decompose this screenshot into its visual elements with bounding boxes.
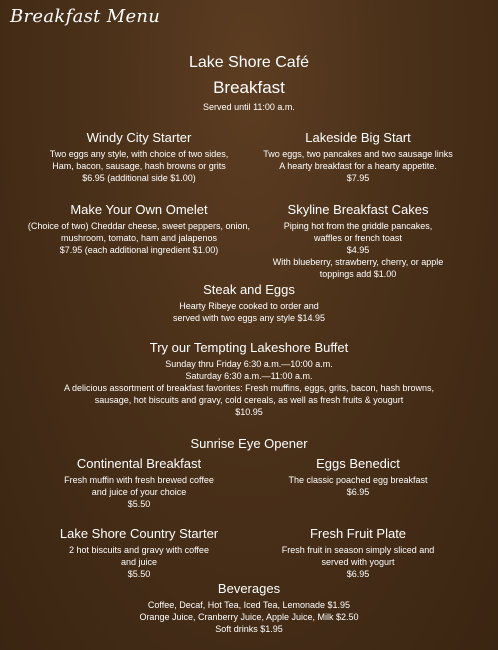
buffet-description	[0, 358, 498, 418]
steak-title: Steak and Eggs	[203, 282, 295, 297]
fruit-line: served with yogurt	[321, 557, 395, 567]
buffet-title: Try our Tempting Lakeshore Buffet	[149, 340, 349, 355]
served-until: Served until 11:00 a.m.	[203, 102, 295, 112]
windy-city-description	[24, 148, 254, 184]
omelet-title: Make Your Own Omelet	[70, 202, 208, 217]
omelet-line: (Choice of two) Cheddar cheese, sweet peppers, onion,	[27, 221, 251, 231]
steak-line: Hearty Ribeye cooked to order and	[179, 301, 319, 311]
sunrise-title: Sunrise Eye Opener	[190, 436, 308, 451]
buffet-line: sausage, hot biscuits and gravy, cold cereals, as well as fresh fruits & yougurt	[94, 395, 404, 405]
fruit-description	[258, 544, 458, 580]
buffet-line: Sunday thru Friday 6:30 a.m.—10:00 a.m.	[165, 359, 333, 369]
fruit-title: Fresh Fruit Plate	[309, 526, 407, 541]
benedict-line: The classic poached egg breakfast	[288, 475, 428, 485]
skyline-line: With blueberry, strawberry, cherry, or apple	[272, 257, 444, 267]
windy-city-line: $6.95 (additional side $1.00)	[82, 173, 196, 183]
continental-title: Continental Breakfast	[76, 456, 202, 471]
country-title: Lake Shore Country Starter	[59, 526, 219, 541]
benedict-line: $6.95	[346, 487, 370, 497]
beverages-line: Coffee, Decaf, Hot Tea, Iced Tea, Lemonade $1.95	[147, 600, 351, 610]
continental-line: Fresh muffin with fresh brewed coffee	[64, 475, 214, 485]
windy-city-line: Ham, bacon, sausage, hash browns or grits	[52, 161, 226, 171]
buffet-line: A delicious assortment of breakfast favorites: Fresh muffins, eggs, grits, bacon, hash browns,	[63, 383, 434, 393]
beverages-line: Soft drinks $1.95	[215, 624, 283, 634]
country-line: and juice	[120, 557, 158, 567]
country-line: $5.50	[127, 569, 151, 579]
beverages-title: Beverages	[217, 581, 281, 596]
meal-heading: Breakfast	[213, 78, 285, 97]
benedict-title: Eggs Benedict	[316, 456, 400, 471]
omelet-line: $7.95 (each additional ingredient $1.00)	[59, 245, 219, 255]
skyline-line: waffles or french toast	[314, 233, 402, 243]
lakeside-line: Two eggs, two pancakes and two sausage links	[263, 149, 453, 159]
lakeside-title: Lakeside Big Start	[305, 130, 411, 145]
buffet-line: $10.95	[235, 407, 263, 417]
country-line: 2 hot biscuits and gravy with coffee	[69, 545, 209, 555]
omelet-description	[24, 220, 254, 256]
continental-line: $5.50	[127, 499, 151, 509]
windy-city-title: Windy City Starter	[86, 130, 192, 145]
country-description	[24, 544, 254, 580]
lakeside-description	[258, 148, 458, 184]
beverages-line: Orange Juice, Cranberry Juice, Apple Juice, Milk $2.50	[139, 612, 359, 622]
omelet-line: mushroom, tomato, ham and jalapenos	[60, 233, 218, 243]
continental-description	[24, 474, 254, 510]
page-title: Breakfast Menu	[10, 6, 161, 27]
continental-line: and juice of your choice	[91, 487, 187, 497]
beverages-description	[0, 599, 498, 635]
skyline-line: Piping hot from the griddle pancakes,	[283, 221, 433, 231]
lakeside-line: $7.95	[346, 173, 370, 183]
steak-description	[0, 300, 498, 324]
steak-line: served with two eggs any style $14.95	[172, 313, 326, 323]
skyline-line: $4.95	[346, 245, 370, 255]
buffet-line: Saturday 6:30 a.m.—11:00 a.m.	[185, 371, 313, 381]
benedict-description	[258, 474, 458, 498]
fruit-line: Fresh fruit in season simply sliced and	[281, 545, 435, 555]
fruit-line: $6.95	[346, 569, 370, 579]
skyline-title: Skyline Breakfast Cakes	[287, 202, 429, 217]
windy-city-line: Two eggs any style, with choice of two sides,	[49, 149, 229, 159]
skyline-description	[258, 220, 458, 280]
lakeside-line: A hearty breakfast for a hearty appetite.	[279, 161, 437, 171]
restaurant-name: Lake Shore Café	[188, 54, 310, 71]
skyline-line: toppings add $1.00	[319, 269, 397, 279]
